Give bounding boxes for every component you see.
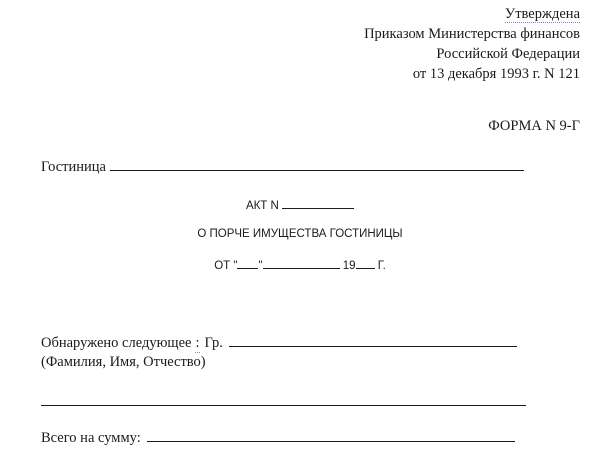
month-field[interactable] (263, 258, 340, 269)
act-subtitle: О ПОРЧЕ ИМУЩЕСТВА ГОСТИНИЦЫ (197, 228, 403, 240)
description-field[interactable] (41, 405, 526, 406)
form-number: ФОРМА N 9-Г (488, 118, 580, 134)
approval-line-2: Приказом Министерства финансов (364, 26, 580, 42)
year-suffix: Г. (377, 260, 386, 272)
act-title-label: АКТ N (245, 200, 279, 212)
person-name-field[interactable] (229, 334, 517, 347)
total-row (41, 429, 515, 447)
found-row (41, 334, 517, 353)
year-prefix: 19 (342, 260, 356, 272)
act-number-field[interactable] (282, 198, 354, 209)
found-citizen-label: Гр. (204, 335, 223, 351)
hotel-row (41, 158, 524, 176)
total-label: Всего на сумму: (41, 430, 141, 446)
approval-line-3: Российской Федерации (436, 46, 580, 62)
hotel-name-field[interactable] (110, 158, 524, 171)
date-close-quote: " (258, 260, 263, 272)
date-open-quote: ОТ " (214, 260, 238, 272)
approval-block (364, 4, 580, 84)
day-field[interactable] (237, 258, 258, 269)
act-date (0, 258, 600, 272)
approval-line-4: от 13 декабря 1993 г. N 121 (412, 66, 580, 82)
found-label: Обнаружено следующее (41, 335, 192, 351)
year-field[interactable] (356, 258, 375, 269)
total-amount-field[interactable] (147, 429, 515, 442)
approval-line-1: Утверждена (504, 6, 580, 22)
act-title (0, 198, 600, 212)
fio-hint: (Фамилия, Имя, Отчество) (41, 354, 206, 370)
hotel-label: Гостиница (41, 159, 106, 175)
found-colon: : (195, 335, 200, 351)
